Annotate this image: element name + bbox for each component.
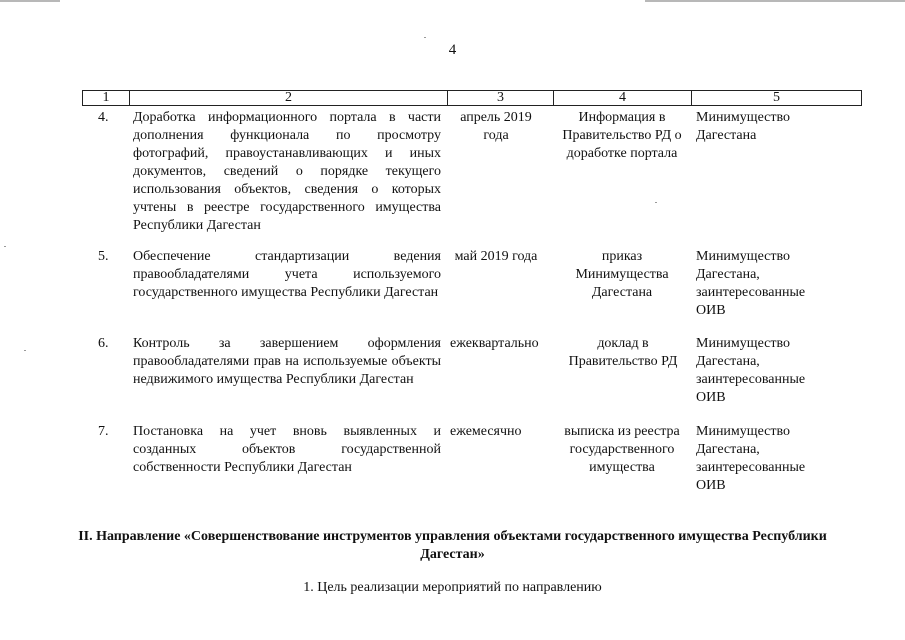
row-report: доклад в Правительство РД: [568, 336, 678, 369]
header-cell: 2: [129, 91, 447, 105]
section-title: II. Направление «Совершенствование инструментов управления объектами государственного имущества Республики Дагестан»: [78, 529, 827, 562]
row-deadline: апрель 2019 года: [460, 110, 532, 143]
page-number: 4: [448, 42, 457, 58]
row-number: 4.: [98, 110, 109, 125]
row-deadline: май 2019 года: [454, 249, 538, 264]
scan-edge-line: [645, 0, 905, 2]
row-responsible: Минимущество Дагестана, заинтересованные ОИВ: [696, 336, 806, 405]
row-number: 7.: [98, 424, 109, 439]
row-report: выписка из реестра государственного имущества: [564, 424, 680, 475]
row-description: Контроль за завершением оформления правообладателями прав на используемые объекты недвижимого имущества Республики Дагестан: [133, 336, 441, 387]
section-subtitle: 1. Цель реализации мероприятий по направлению: [303, 580, 602, 595]
row-description: Доработка информационного портала в части дополнения функционала по просмотру фотографий, правоустанавливающих и иных документов, сведений о порядке текущего использования объектов, сведения о которых учтены в реестре государственного имущества Республики Дагестан: [133, 110, 441, 233]
scan-edge-line: [0, 0, 60, 2]
row-deadline: ежемесячно: [450, 424, 522, 439]
header-cell: 5: [691, 91, 861, 105]
row-responsible: Минимущество Дагестана, заинтересованные ОИВ: [696, 249, 806, 318]
scan-speck: [424, 37, 426, 38]
header-cell: 1: [102, 90, 110, 105]
row-description: Обеспечение стандартизации ведения правообладателями учета используемого государственного имущества Республики Дагестан: [133, 249, 441, 300]
row-description: Постановка на учет вновь выявленных и созданных объектов государственной собственности Республики Дагестан: [133, 424, 441, 475]
row-deadline: ежеквартально: [450, 336, 539, 351]
header-cell: 3: [447, 91, 553, 105]
row-report: приказ Минимущества Дагестана: [575, 249, 669, 300]
scan-speck: [24, 350, 26, 351]
row-responsible: Минимущество Дагестана: [696, 110, 790, 143]
row-responsible: Минимущество Дагестана, заинтересованные ОИВ: [696, 424, 806, 493]
table-header: [82, 90, 862, 106]
row-number: 5.: [98, 249, 109, 264]
row-number: 6.: [98, 336, 109, 351]
scan-speck: [4, 246, 6, 247]
header-cell: 4: [553, 91, 691, 105]
row-report: Информация в Правительство РД о доработке портала: [562, 110, 682, 161]
scan-speck: [655, 202, 657, 203]
